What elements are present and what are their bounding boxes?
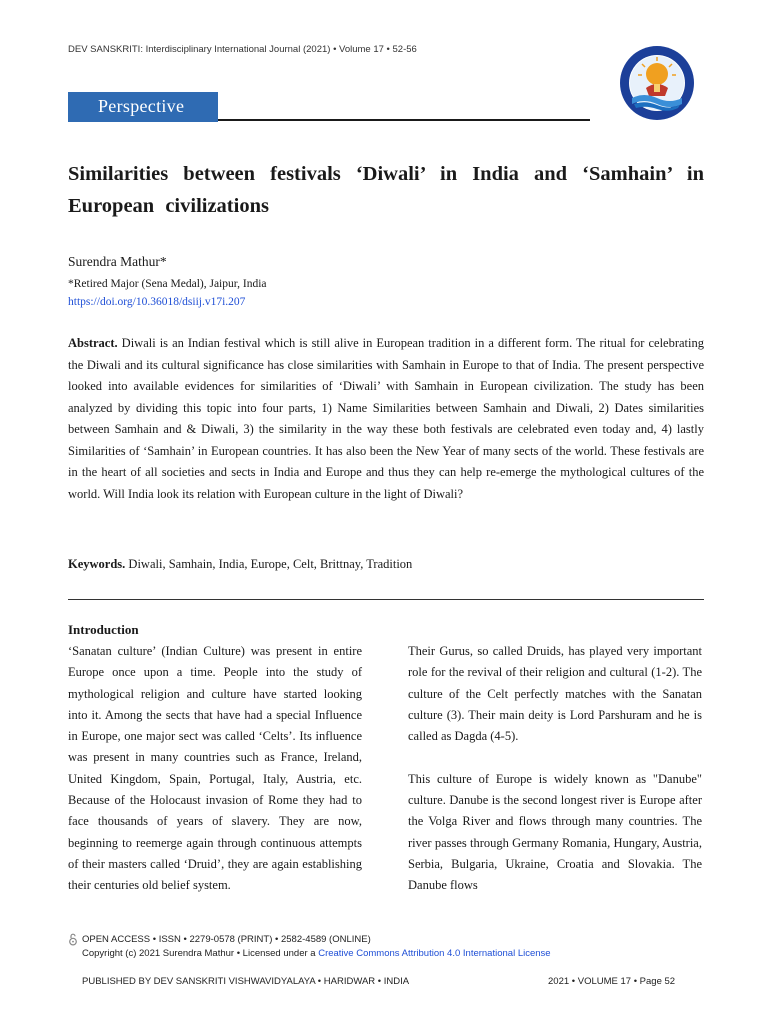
license-link[interactable]: Creative Commons Attribution 4.0 International License bbox=[318, 948, 551, 959]
keywords bbox=[68, 557, 412, 572]
introduction-heading: Introduction bbox=[68, 622, 139, 637]
open-access-icon bbox=[68, 933, 78, 946]
body-paragraph: This culture of Europe is widely known as "Danube" culture. Danube is the second longest river is Europe after the Volga River and flows through many countries. The river passes through Germany Romania, Hungary, Austria, Serbia, Bulgaria, Ukraine, Croatia and Slovakia. The Danube flows bbox=[408, 771, 702, 893]
doi-link[interactable]: https://doi.org/10.36018/dsiij.v17i.207 bbox=[68, 296, 246, 308]
body-paragraph: ‘Sanatan culture’ (Indian Culture) was present in entire Europe once upon a time. People into the study of mythological religion and culture have started looking into it. Among the sects that have had a special Influence in Europe, one major sect was called ‘Celts’. Its influence was present in many countries such as France, Ireland, United Kingdom, Spain, Portugal, Italy, Austria, etc. Because of the Holocaust invasion of Rome they had to face thousands of years of slavery. They are now, beginning to reemerge again through continuous attempts of their masters called ‘Druid’, they are again establishing their centuries old belief system. bbox=[68, 644, 362, 893]
keywords-text: Diwali, Samhain, India, Europe, Celt, Brittnay, Tradition bbox=[128, 557, 413, 571]
author-name: Surendra Mathur* bbox=[68, 254, 167, 269]
author-affiliation: *Retired Major (Sena Medal), Jaipur, India bbox=[68, 278, 267, 290]
section-divider bbox=[68, 599, 704, 600]
abstract-text: Diwali is an Indian festival which is still alive in European tradition in a different form. The ritual for celebrating the Diwali and its cultural significance has close similarities with Samhain in Europe to that of India. The present perspective looked into available evidences for similarities of ‘Diwali’ with Samhain in European civilization. The study has been analyzed by dividing this topic into four parts, 1) Name Similarities between Samhain and Diwali, 2) Dates similarities between Samhain and & Diwali, 3) the similarity in the way these both festivals are celebrated even today and, 4) lastly Similarities of ‘Samhain’ in European countries. It has also been the New Year of many sects of the world. These festivals are in the heart of all societies and sects in India and Europe and thus they can help re-emerge the mythological cultures of the world. Will India look its relation with European culture in the light of Diwali? bbox=[68, 336, 704, 501]
running-head: DEV SANSKRITI: Interdisciplinary International Journal (2021) • Volume 17 • 52-56 bbox=[68, 44, 417, 55]
publisher-line: PUBLISHED BY DEV SANSKRITI VISHWAVIDYALAYA • HARIDWAR • INDIA bbox=[82, 976, 410, 987]
section-rule bbox=[218, 119, 590, 121]
article-title: Similarities between festivals ‘Diwali’ in India and ‘Samhain’ in European civilizations bbox=[68, 163, 704, 217]
abstract-label: Abstract. bbox=[68, 336, 118, 350]
abstract bbox=[68, 333, 704, 505]
journal-logo bbox=[618, 44, 696, 122]
open-access-line: OPEN ACCESS • ISSN • 2279-0578 (PRINT) • 2582-4589 (ONLINE) bbox=[82, 934, 371, 945]
keywords-label: Keywords. bbox=[68, 557, 126, 571]
page-info: 2021 • VOLUME 17 • Page 52 bbox=[548, 976, 676, 987]
section-label: Perspective bbox=[98, 96, 185, 116]
copyright-line bbox=[82, 948, 551, 959]
body-column-left bbox=[68, 641, 362, 897]
body-paragraph: Their Gurus, so called Druids, has played very important role for the revival of their religion and cultural (1-2). The culture of the Celt perfectly matches with the Sanatan culture (3). Their main deity is Lord Parshuram and he is called as Dagda (4-5). bbox=[408, 644, 702, 744]
copyright-text: Copyright (c) 2021 Surendra Mathur • Licensed under a bbox=[82, 948, 316, 959]
body-column-right bbox=[408, 641, 702, 897]
